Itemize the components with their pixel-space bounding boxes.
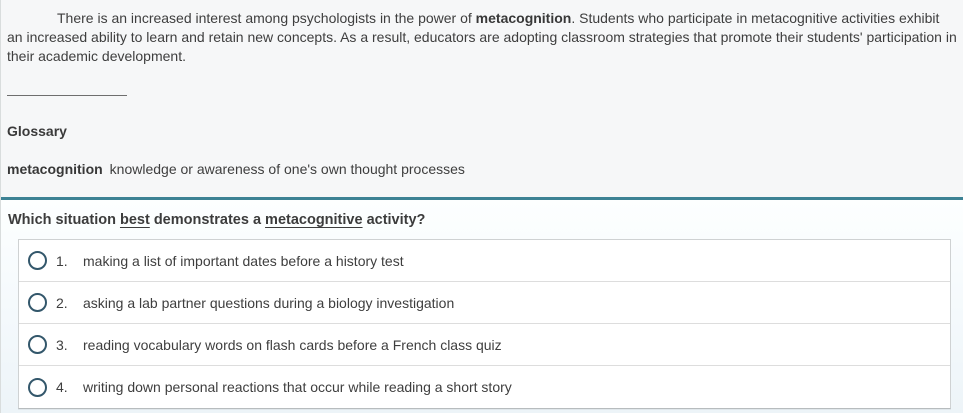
passage-paragraph	[7, 9, 957, 66]
option-number: 3.	[56, 336, 68, 353]
option-text: writing down personal reactions that occur while reading a short story	[83, 379, 512, 395]
question-underlined-word: metacognitive	[265, 212, 363, 228]
radio-button[interactable]	[28, 293, 47, 312]
glossary-entry	[7, 160, 957, 179]
question-text	[8, 210, 963, 230]
radio-button[interactable]	[28, 378, 47, 397]
radio-button[interactable]	[28, 335, 47, 354]
answer-option-row-1[interactable]	[19, 240, 950, 282]
question-segment: demonstrates a	[149, 212, 266, 228]
answer-option-row-4[interactable]	[19, 366, 950, 408]
glossary-term: metacognition	[7, 161, 103, 177]
option-number: 4.	[56, 379, 68, 395]
option-number: 1.	[56, 252, 68, 269]
glossary-title: Glossary	[7, 123, 67, 139]
radio-button[interactable]	[28, 251, 47, 270]
question-segment: Which situation	[8, 212, 120, 228]
answer-option-row-2[interactable]	[19, 282, 950, 324]
answer-options-list	[18, 239, 951, 409]
passage-text-lead: There is an increased interest among psychologists in the power of	[57, 10, 476, 26]
question-underlined-word: best	[119, 212, 150, 228]
passage-bold-term: metacognition	[475, 10, 572, 26]
footnote-divider	[7, 95, 127, 96]
passage-section	[0, 0, 963, 197]
answer-option-row-3[interactable]	[19, 324, 950, 366]
question-segment: activity?	[362, 212, 426, 228]
option-text: reading vocabulary words on flash cards before a French class quiz	[83, 336, 502, 353]
option-text: making a list of important dates before a history test	[83, 252, 404, 269]
passage-text-rest: . Students who participate in metacognitive activities exhibit an increased ability to learn and retain new concepts. As a result, educators are adopting classroom strategies that promote their students' participation in their academic development.	[7, 10, 957, 64]
question-section	[0, 200, 963, 413]
glossary-definition: knowledge or awareness of one's own thought processes	[109, 161, 465, 177]
option-number: 2.	[56, 294, 68, 311]
option-text: asking a lab partner questions during a biology investigation	[83, 294, 455, 311]
